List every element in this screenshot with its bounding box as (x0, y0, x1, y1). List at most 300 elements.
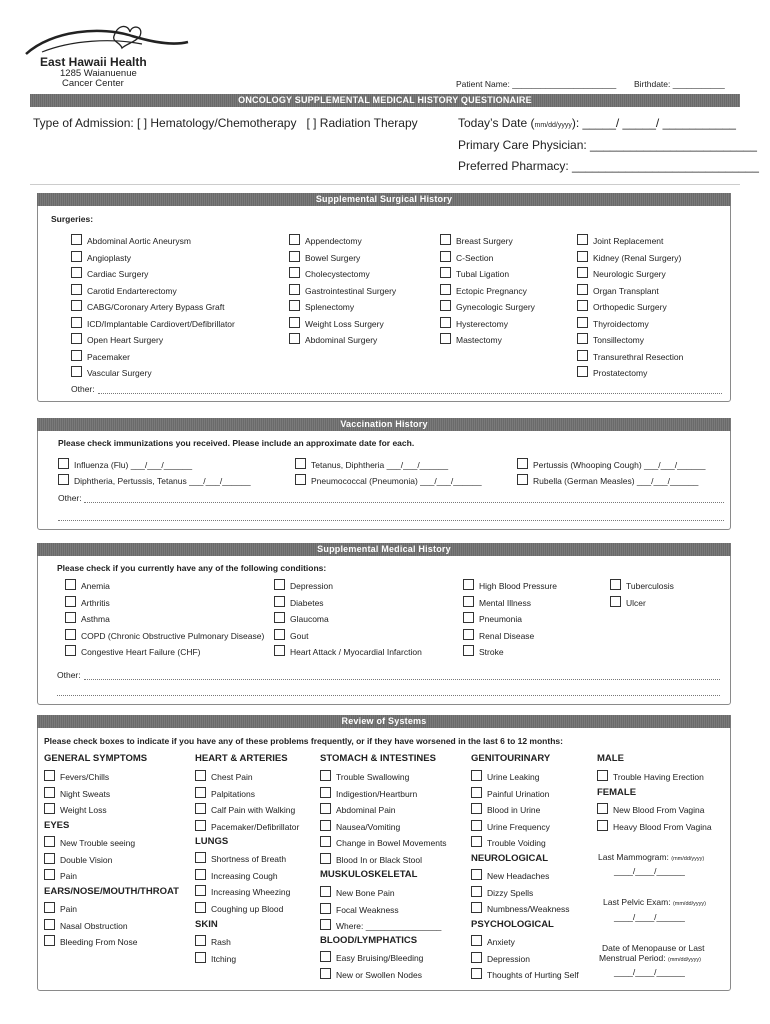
checkbox[interactable] (44, 869, 55, 880)
logo (22, 22, 192, 92)
checkbox-label: Carotid Endarterectomy (87, 285, 177, 296)
checkbox[interactable] (320, 968, 331, 979)
checkbox[interactable] (71, 350, 82, 361)
surgery-checkbox[interactable] (289, 284, 396, 296)
checkbox[interactable] (440, 333, 451, 344)
symptom-checkbox[interactable] (320, 820, 400, 832)
patient-name-field[interactable]: Patient Name: ______________________ (456, 79, 617, 89)
checkbox-label: Renal Disease (479, 630, 535, 641)
vaccination-title: Vaccination History (340, 419, 428, 429)
checkbox[interactable] (577, 251, 588, 262)
checkbox[interactable] (71, 300, 82, 311)
vaccine-checkbox[interactable] (295, 474, 482, 486)
form-title: ONCOLOGY SUPPLEMENTAL MEDICAL HISTORY QUESTIONAIRE (238, 95, 532, 105)
checkbox-label: Tuberculosis (626, 581, 674, 591)
checkbox-label: CABG/Coronary Artery Bypass Graft (87, 302, 225, 312)
checkbox-label: Bowel Surgery (305, 252, 361, 263)
checkbox[interactable] (195, 852, 206, 863)
checkbox[interactable] (471, 820, 482, 831)
checkbox-label: Palpitations (211, 788, 255, 799)
surgical-title: Supplemental Surgical History (315, 194, 453, 204)
symptom-checkbox[interactable] (44, 902, 77, 914)
checkbox-label: Urine Frequency (487, 821, 550, 832)
checkbox[interactable] (471, 770, 482, 781)
checkbox-label: Trouble Swallowing (336, 772, 410, 782)
checkbox-label: Splenectomy (305, 302, 355, 312)
symptom-checkbox[interactable] (195, 952, 236, 964)
symptom-checkbox[interactable] (195, 935, 231, 947)
checkbox-label: Night Sweats (60, 788, 111, 799)
symptom-checkbox[interactable] (471, 902, 570, 914)
birthdate-field[interactable]: Birthdate: ___________ (634, 79, 725, 89)
checkbox[interactable] (463, 612, 474, 623)
checkbox[interactable] (517, 458, 528, 469)
checkbox-label: Congestive Heart Failure (CHF) (81, 647, 201, 657)
checkbox[interactable] (577, 267, 588, 278)
surgery-checkbox[interactable] (289, 267, 370, 279)
symptom-checkbox[interactable] (597, 803, 705, 815)
checkbox[interactable] (471, 902, 482, 913)
checkbox-label: Coughing up Blood (211, 903, 284, 914)
surgery-checkbox[interactable] (577, 234, 663, 246)
symptom-checkbox[interactable] (195, 803, 295, 815)
checkbox[interactable] (577, 300, 588, 311)
surgery-checkbox[interactable] (289, 317, 384, 329)
checkbox[interactable] (517, 474, 528, 485)
symptom-checkbox[interactable] (195, 820, 299, 832)
vaccination-instruction: Please check immunizations you received. Please include an approximate date for each. (58, 438, 415, 448)
vaccine-checkbox[interactable] (517, 458, 705, 470)
checkbox[interactable] (577, 234, 588, 245)
pharmacy-field[interactable]: Preferred Pharmacy: ____________________________ (458, 159, 759, 173)
symptom-checkbox[interactable] (195, 869, 278, 881)
checkbox-label: Tetanus, Diphtheria ___/___/______ (311, 460, 449, 470)
symptom-checkbox[interactable] (44, 787, 110, 799)
surgery-checkbox[interactable] (440, 284, 527, 296)
checkbox[interactable] (71, 333, 82, 344)
surgery-checkbox[interactable] (71, 284, 177, 296)
surgery-checkbox[interactable] (289, 234, 362, 246)
checkbox-label: New Bone Pain (336, 888, 395, 898)
checkbox[interactable] (289, 300, 300, 311)
checkbox[interactable] (71, 251, 82, 262)
checkbox-label: Abdominal Surgery (305, 335, 378, 345)
checkbox[interactable] (289, 267, 300, 278)
heart-heading: HEART & ARTERIES (195, 753, 288, 764)
symptom-checkbox[interactable] (597, 820, 712, 832)
checkbox[interactable] (597, 770, 608, 781)
symptom-checkbox[interactable] (44, 919, 128, 931)
checkbox-label: Nasal Obstruction (60, 920, 128, 931)
condition-checkbox[interactable] (274, 645, 422, 657)
checkbox[interactable] (195, 952, 206, 963)
menopause-input[interactable]: ____/____/______ (614, 967, 685, 977)
condition-checkbox[interactable] (274, 596, 324, 608)
checkbox[interactable] (195, 885, 206, 896)
condition-checkbox[interactable] (610, 596, 646, 608)
checkbox[interactable] (44, 853, 55, 864)
checkbox[interactable] (577, 366, 588, 377)
symptom-checkbox[interactable] (320, 968, 422, 980)
checkbox-label: Gout (290, 630, 309, 641)
vaccine-checkbox[interactable] (295, 458, 448, 470)
checkbox[interactable] (58, 458, 69, 469)
surgery-checkbox[interactable] (71, 317, 235, 329)
last-mammogram-label: Last Mammogram: (mm/dd/yyyy) (598, 852, 705, 862)
checkbox-label: New or Swollen Nodes (336, 969, 422, 980)
checkbox-label: High Blood Pressure (479, 581, 557, 591)
checkbox[interactable] (463, 645, 474, 656)
checkbox[interactable] (71, 234, 82, 245)
checkbox[interactable] (71, 366, 82, 377)
checkbox-label: Pneumonia (479, 614, 523, 624)
last-mammogram-input[interactable]: ____/____/______ (614, 866, 685, 876)
symptom-checkbox[interactable] (195, 770, 253, 782)
condition-checkbox[interactable] (65, 629, 264, 641)
symptom-checkbox[interactable] (471, 968, 579, 980)
checkbox-label: Anemia (81, 581, 110, 591)
checkbox[interactable] (65, 645, 76, 656)
checkbox-label: Fevers/Chills (60, 772, 110, 782)
condition-checkbox[interactable] (463, 612, 522, 624)
checkbox[interactable] (471, 836, 482, 847)
checkbox[interactable] (295, 458, 306, 469)
checkbox[interactable] (463, 579, 474, 590)
blood-lymphatics-heading: BLOOD/LYMPHATICS (320, 935, 418, 946)
surgical-title-bar (37, 193, 731, 206)
surgery-checkbox[interactable] (71, 251, 131, 263)
checkbox-label: Joint Replacement (593, 236, 664, 246)
checkbox[interactable] (65, 579, 76, 590)
symptom-checkbox[interactable] (195, 885, 290, 897)
checkbox[interactable] (195, 902, 206, 913)
checkbox-label: Cholecystectomy (305, 269, 370, 279)
surgery-checkbox[interactable] (440, 267, 509, 279)
checkbox-label: Indigestion/Heartburn (336, 788, 418, 799)
condition-checkbox[interactable] (274, 579, 333, 591)
checkbox[interactable] (195, 820, 206, 831)
checkbox[interactable] (471, 787, 482, 798)
symptom-checkbox[interactable] (471, 935, 515, 947)
checkbox[interactable] (440, 284, 451, 295)
condition-checkbox[interactable] (65, 612, 110, 624)
condition-checkbox[interactable] (463, 629, 534, 641)
checkbox-label: Transurethral Resection (593, 351, 684, 362)
checkbox-label: Shortness of Breath (211, 854, 287, 864)
checkbox[interactable] (320, 886, 331, 897)
last-pelvic-label: Last Pelvic Exam: (mm/dd/yyyy) (603, 897, 706, 907)
symptom-checkbox[interactable] (320, 770, 409, 782)
symptom-checkbox[interactable] (44, 803, 107, 815)
surgery-checkbox[interactable] (289, 300, 354, 312)
checkbox-label: Cardiac Surgery (87, 269, 149, 279)
checkbox[interactable] (577, 317, 588, 328)
checkbox-label: Increasing Wheezing (211, 887, 291, 897)
checkbox[interactable] (295, 474, 306, 485)
neurological-heading: NEUROLOGICAL (471, 853, 549, 864)
checkbox[interactable] (471, 886, 482, 897)
condition-checkbox[interactable] (274, 612, 329, 624)
checkbox[interactable] (274, 579, 285, 590)
symptom-checkbox[interactable] (320, 787, 417, 799)
checkbox[interactable] (320, 803, 331, 814)
checkbox[interactable] (440, 251, 451, 262)
surgery-checkbox[interactable] (71, 333, 163, 345)
surgery-checkbox[interactable] (577, 317, 649, 329)
checkbox[interactable] (471, 869, 482, 880)
symptom-checkbox[interactable] (320, 951, 423, 963)
surgery-checkbox[interactable] (577, 333, 644, 345)
condition-checkbox[interactable] (65, 579, 110, 591)
checkbox[interactable] (44, 919, 55, 930)
checkbox[interactable] (320, 903, 331, 914)
surgery-checkbox[interactable] (71, 300, 224, 312)
review-instruction: Please check boxes to indicate if you have any of these problems frequently, or if they have worsened in the last 6 to 12 months: (44, 736, 563, 746)
male-heading: MALE (597, 753, 624, 764)
checkbox[interactable] (320, 853, 331, 864)
surgery-checkbox[interactable] (289, 251, 360, 263)
checkbox[interactable] (65, 596, 76, 607)
vaccination-other-input-2[interactable] (58, 520, 724, 521)
condition-checkbox[interactable] (610, 579, 674, 591)
checkbox[interactable] (65, 612, 76, 623)
vaccine-checkbox[interactable] (517, 474, 698, 486)
checkbox[interactable] (44, 836, 55, 847)
surgery-checkbox[interactable] (577, 366, 647, 378)
surgery-checkbox[interactable] (440, 251, 493, 263)
vaccine-checkbox[interactable] (58, 458, 192, 470)
vaccine-checkbox[interactable] (58, 474, 251, 486)
checkbox[interactable] (274, 629, 285, 640)
checkbox-label: Pneumococcal (Pneumonia) ___/___/______ (311, 476, 482, 486)
checkbox[interactable] (195, 935, 206, 946)
surgery-checkbox[interactable] (289, 333, 377, 345)
checkbox[interactable] (597, 820, 608, 831)
checkbox[interactable] (610, 579, 621, 590)
checkbox[interactable] (597, 803, 608, 814)
physician-field[interactable]: Primary Care Physician: _________________________ (458, 138, 757, 152)
checkbox-label: Gynecologic Surgery (456, 302, 535, 312)
checkbox-label: Double Vision (60, 854, 113, 865)
checkbox[interactable] (289, 284, 300, 295)
menopause-label-2: Menstrual Period: (mm/dd/yyyy) (599, 953, 701, 963)
checkbox[interactable] (195, 770, 206, 781)
surgery-checkbox[interactable] (71, 267, 148, 279)
surgery-checkbox[interactable] (71, 234, 191, 246)
checkbox[interactable] (440, 317, 451, 328)
checkbox[interactable] (44, 770, 55, 781)
medical-other-input-1[interactable] (84, 679, 720, 680)
symptom-checkbox[interactable] (44, 853, 112, 865)
condition-checkbox[interactable] (65, 645, 201, 657)
checkbox-label: Where: ________________ (336, 921, 442, 931)
checkbox[interactable] (320, 820, 331, 831)
checkbox[interactable] (320, 951, 331, 962)
symptom-checkbox[interactable] (471, 803, 540, 815)
checkbox[interactable] (577, 284, 588, 295)
checkbox-label: Trouble Having Erection (613, 772, 704, 782)
symptom-checkbox[interactable] (195, 787, 255, 799)
symptom-checkbox[interactable] (471, 952, 530, 964)
checkbox[interactable] (320, 836, 331, 847)
surgery-checkbox[interactable] (440, 300, 535, 312)
checkbox-label: Pain (60, 871, 78, 881)
checkbox-label: Arthritis (81, 597, 110, 608)
checkbox[interactable] (195, 803, 206, 814)
symptom-checkbox[interactable] (471, 770, 539, 782)
checkbox[interactable] (289, 317, 300, 328)
condition-checkbox[interactable] (463, 645, 504, 657)
checkbox[interactable] (320, 770, 331, 781)
medical-title: Supplemental Medical History (317, 544, 451, 554)
checkbox[interactable] (471, 952, 482, 963)
checkbox-label: Ulcer (626, 597, 646, 608)
condition-checkbox[interactable] (463, 579, 557, 591)
vaccination-other-input-1[interactable] (84, 502, 724, 503)
surgery-checkbox[interactable] (577, 300, 667, 312)
todays-date-field[interactable]: Today’s Date (mm/dd/yyyy): _____/ _____/ ___________ (458, 116, 736, 130)
checkbox-label: Mastectomy (456, 335, 502, 345)
checkbox[interactable] (71, 267, 82, 278)
checkbox[interactable] (320, 919, 331, 930)
surgery-checkbox[interactable] (440, 317, 508, 329)
checkbox[interactable] (320, 787, 331, 798)
checkbox[interactable] (71, 317, 82, 328)
checkbox-label: Pain (60, 904, 78, 914)
checkbox-label: Anxiety (487, 937, 515, 947)
checkbox-label: C-Section (456, 252, 494, 263)
surgery-checkbox[interactable] (71, 366, 152, 378)
symptom-checkbox[interactable] (471, 820, 550, 832)
checkbox-label: Heavy Blood From Vagina (613, 821, 712, 832)
review-title: Review of Systems (341, 716, 427, 726)
checkbox[interactable] (289, 333, 300, 344)
checkbox[interactable] (577, 333, 588, 344)
checkbox-label: Numbness/Weakness (487, 904, 570, 914)
checkbox[interactable] (471, 968, 482, 979)
symptom-checkbox[interactable] (597, 770, 704, 782)
checkbox[interactable] (274, 612, 285, 623)
checkbox[interactable] (71, 284, 82, 295)
checkbox[interactable] (440, 267, 451, 278)
checkbox-label: Abdominal Pain (336, 805, 396, 815)
checkbox[interactable] (195, 869, 206, 880)
checkbox-label: Weight Loss (60, 805, 107, 815)
surgical-other-label: Other: (71, 384, 95, 394)
musculoskeletal-heading: MUSKULOSKELETAL (320, 869, 418, 880)
checkbox-label: Tonsillectomy (593, 335, 645, 345)
checkbox-label: Vascular Surgery (87, 368, 152, 378)
checkbox-label: Thoughts of Hurting Self (487, 970, 579, 980)
checkbox-label: New Blood From Vagina (613, 805, 705, 815)
symptom-checkbox[interactable] (320, 903, 399, 915)
checkbox-label: Bleeding From Nose (60, 937, 138, 947)
menopause-label-1: Date of Menopause or Last (602, 943, 705, 953)
checkbox[interactable] (274, 596, 285, 607)
condition-checkbox[interactable] (274, 629, 308, 641)
checkbox[interactable] (44, 803, 55, 814)
checkbox[interactable] (440, 234, 451, 245)
symptom-checkbox[interactable] (44, 935, 137, 947)
surgery-checkbox[interactable] (577, 350, 683, 362)
checkbox[interactable] (289, 234, 300, 245)
checkbox-label: Increasing Cough (211, 870, 278, 881)
checkbox-label: Appendectomy (305, 236, 362, 246)
checkbox-label: Glaucoma (290, 614, 329, 624)
checkbox[interactable] (58, 474, 69, 485)
symptom-checkbox[interactable] (320, 886, 395, 898)
symptom-checkbox[interactable] (320, 803, 396, 815)
symptom-checkbox[interactable] (320, 836, 447, 848)
checkbox[interactable] (463, 596, 474, 607)
medical-other-input-2[interactable] (57, 695, 720, 696)
checkbox-label: ICD/Implantable Cardiovert/Defibrillator (87, 318, 235, 329)
symptom-checkbox[interactable] (471, 836, 546, 848)
checkbox-label: Thyroidectomy (593, 318, 649, 329)
condition-checkbox[interactable] (463, 596, 531, 608)
surgery-checkbox[interactable] (577, 267, 666, 279)
medical-instruction: Please check if you currently have any of the following conditions: (57, 563, 327, 573)
checkbox[interactable] (463, 629, 474, 640)
symptom-checkbox[interactable] (44, 836, 135, 848)
checkbox[interactable] (471, 803, 482, 814)
symptom-checkbox[interactable] (195, 902, 283, 914)
surgery-checkbox[interactable] (577, 284, 659, 296)
checkbox[interactable] (289, 251, 300, 262)
checkbox-label: Heart Attack / Myocardial Infarction (290, 647, 422, 657)
symptom-checkbox[interactable] (471, 787, 549, 799)
condition-checkbox[interactable] (65, 596, 110, 608)
checkbox-label: Ectopic Pregnancy (456, 285, 527, 296)
checkbox[interactable] (65, 629, 76, 640)
symptom-checkbox[interactable] (471, 886, 533, 898)
checkbox[interactable] (577, 350, 588, 361)
checkbox-label: Mental Illness (479, 597, 531, 608)
checkbox[interactable] (274, 645, 285, 656)
surgery-checkbox[interactable] (440, 234, 513, 246)
last-pelvic-input[interactable]: ____/____/______ (614, 912, 685, 922)
symptom-checkbox[interactable] (320, 919, 441, 931)
admission-type[interactable]: Type of Admission: [ ] Hematology/Chemotherapy [ ] Radiation Therapy (33, 116, 418, 130)
checkbox-label: Diphtheria, Pertussis, Tetanus ___/___/______ (74, 476, 251, 486)
checkbox-label: Neurologic Surgery (593, 269, 666, 279)
checkbox[interactable] (195, 787, 206, 798)
checkbox[interactable] (44, 935, 55, 946)
checkbox[interactable] (610, 596, 621, 607)
checkbox[interactable] (44, 902, 55, 913)
checkbox-label: Depression (487, 953, 530, 964)
checkbox-label: Stroke (479, 647, 504, 657)
symptom-checkbox[interactable] (44, 869, 77, 881)
checkbox[interactable] (44, 787, 55, 798)
checkbox[interactable] (440, 300, 451, 311)
symptom-checkbox[interactable] (44, 770, 109, 782)
surgery-checkbox[interactable] (577, 251, 681, 263)
form-title-bar (30, 94, 740, 107)
checkbox-label: Pertussis (Whooping Cough) ___/___/______ (533, 460, 706, 470)
checkbox[interactable] (471, 935, 482, 946)
symptom-checkbox[interactable] (471, 869, 549, 881)
surgery-checkbox[interactable] (71, 350, 130, 362)
surgical-other-input[interactable] (98, 393, 722, 394)
checkbox-label: Trouble Voiding (487, 838, 546, 848)
surgery-checkbox[interactable] (440, 333, 502, 345)
checkbox-label: Tubal Ligation (456, 269, 510, 279)
symptom-checkbox[interactable] (320, 853, 422, 865)
checkbox-label: Angioplasty (87, 252, 131, 263)
checkbox-label: COPD (Chronic Obstructive Pulmonary Disease) (81, 630, 265, 641)
symptom-checkbox[interactable] (195, 852, 286, 864)
